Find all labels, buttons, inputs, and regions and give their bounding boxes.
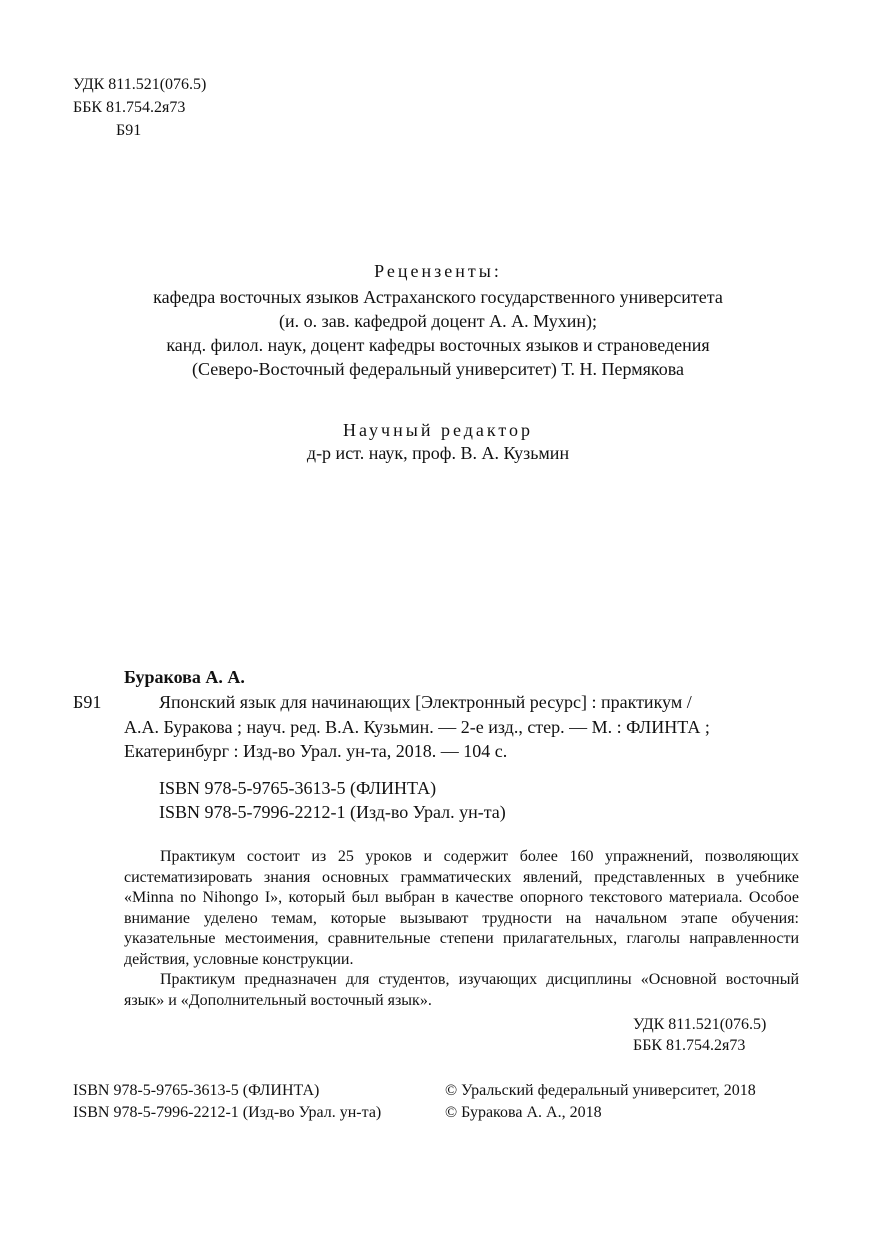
bib-isbn: ISBN 978-5-7996-2212-1 (Изд-во Урал. ун-та) [159, 802, 506, 822]
reviewer-line: (Северо-Восточный федеральный университет) Т. Н. Пермякова [191, 359, 684, 379]
reviewers-heading: Рецензенты: [374, 261, 502, 281]
footer-copyright: © Буракова А. А., 2018 [445, 1104, 602, 1121]
reviewer-line: кафедра восточных языков Астраханского государственного университета [153, 287, 723, 307]
abstract [124, 847, 799, 1011]
reviewer-line: (и. о. зав. кафедрой доцент А. А. Мухин); [279, 311, 597, 331]
abstract-udk: УДК 811.521(076.5) [633, 1016, 767, 1033]
footer-isbn: ISBN 978-5-9765-3613-5 (ФЛИНТА) [73, 1082, 320, 1099]
abstract-bbk: ББК 81.754.2я73 [633, 1037, 746, 1054]
udk-code: УДК 811.521(076.5) [73, 76, 207, 93]
bib-line: А.А. Буракова ; науч. ред. В.А. Кузьмин. — 2-е изд., стер. — М. : ФЛИНТА ; [124, 717, 710, 737]
bbk-code: ББК 81.754.2я73 [73, 99, 186, 116]
bib-isbn: ISBN 978-5-9765-3613-5 (ФЛИНТА) [159, 778, 437, 798]
editor-name: д-р ист. наук, проф. В. А. Кузьмин [306, 443, 570, 463]
footer-isbn: ISBN 978-5-7996-2212-1 (Изд-во Урал. ун-та) [73, 1104, 382, 1121]
abstract-paragraph: Практикум состоит из 25 уроков и содержит более 160 упражнений, позволяющих систематизировать знания основных грамматических явлений, представленных в учебнике «Minna no Nihongo I», который был выбран в качестве опорного текстового материала. Особое внимание уделено темам, которые вызывают трудности на начальном этапе обучения: указательные местоимения, сравнительные степени прилагательных, глаголы направленности действия, условные конструкции. [124, 848, 799, 968]
bib-line: Екатеринбург : Изд-во Урал. ун-та, 2018. — 104 с. [124, 741, 508, 761]
reviewer-line: канд. филол. наук, доцент кафедры восточных языков и страноведения [166, 335, 710, 355]
footer-copyright: © Уральский федеральный университет, 2018 [445, 1082, 756, 1099]
bib-author-mark: Б91 [73, 692, 102, 712]
abstract-paragraph: Практикум предназначен для студентов, изучающих дисциплины «Основной восточный язык» и «Дополнительный восточный язык». [124, 971, 799, 1009]
bib-line: Японский язык для начинающих [Электронный ресурс] : практикум / [159, 692, 692, 712]
author-mark: Б91 [116, 122, 142, 139]
book-author: Буракова А. А. [124, 667, 245, 687]
editor-heading: Научный редактор [342, 420, 534, 440]
